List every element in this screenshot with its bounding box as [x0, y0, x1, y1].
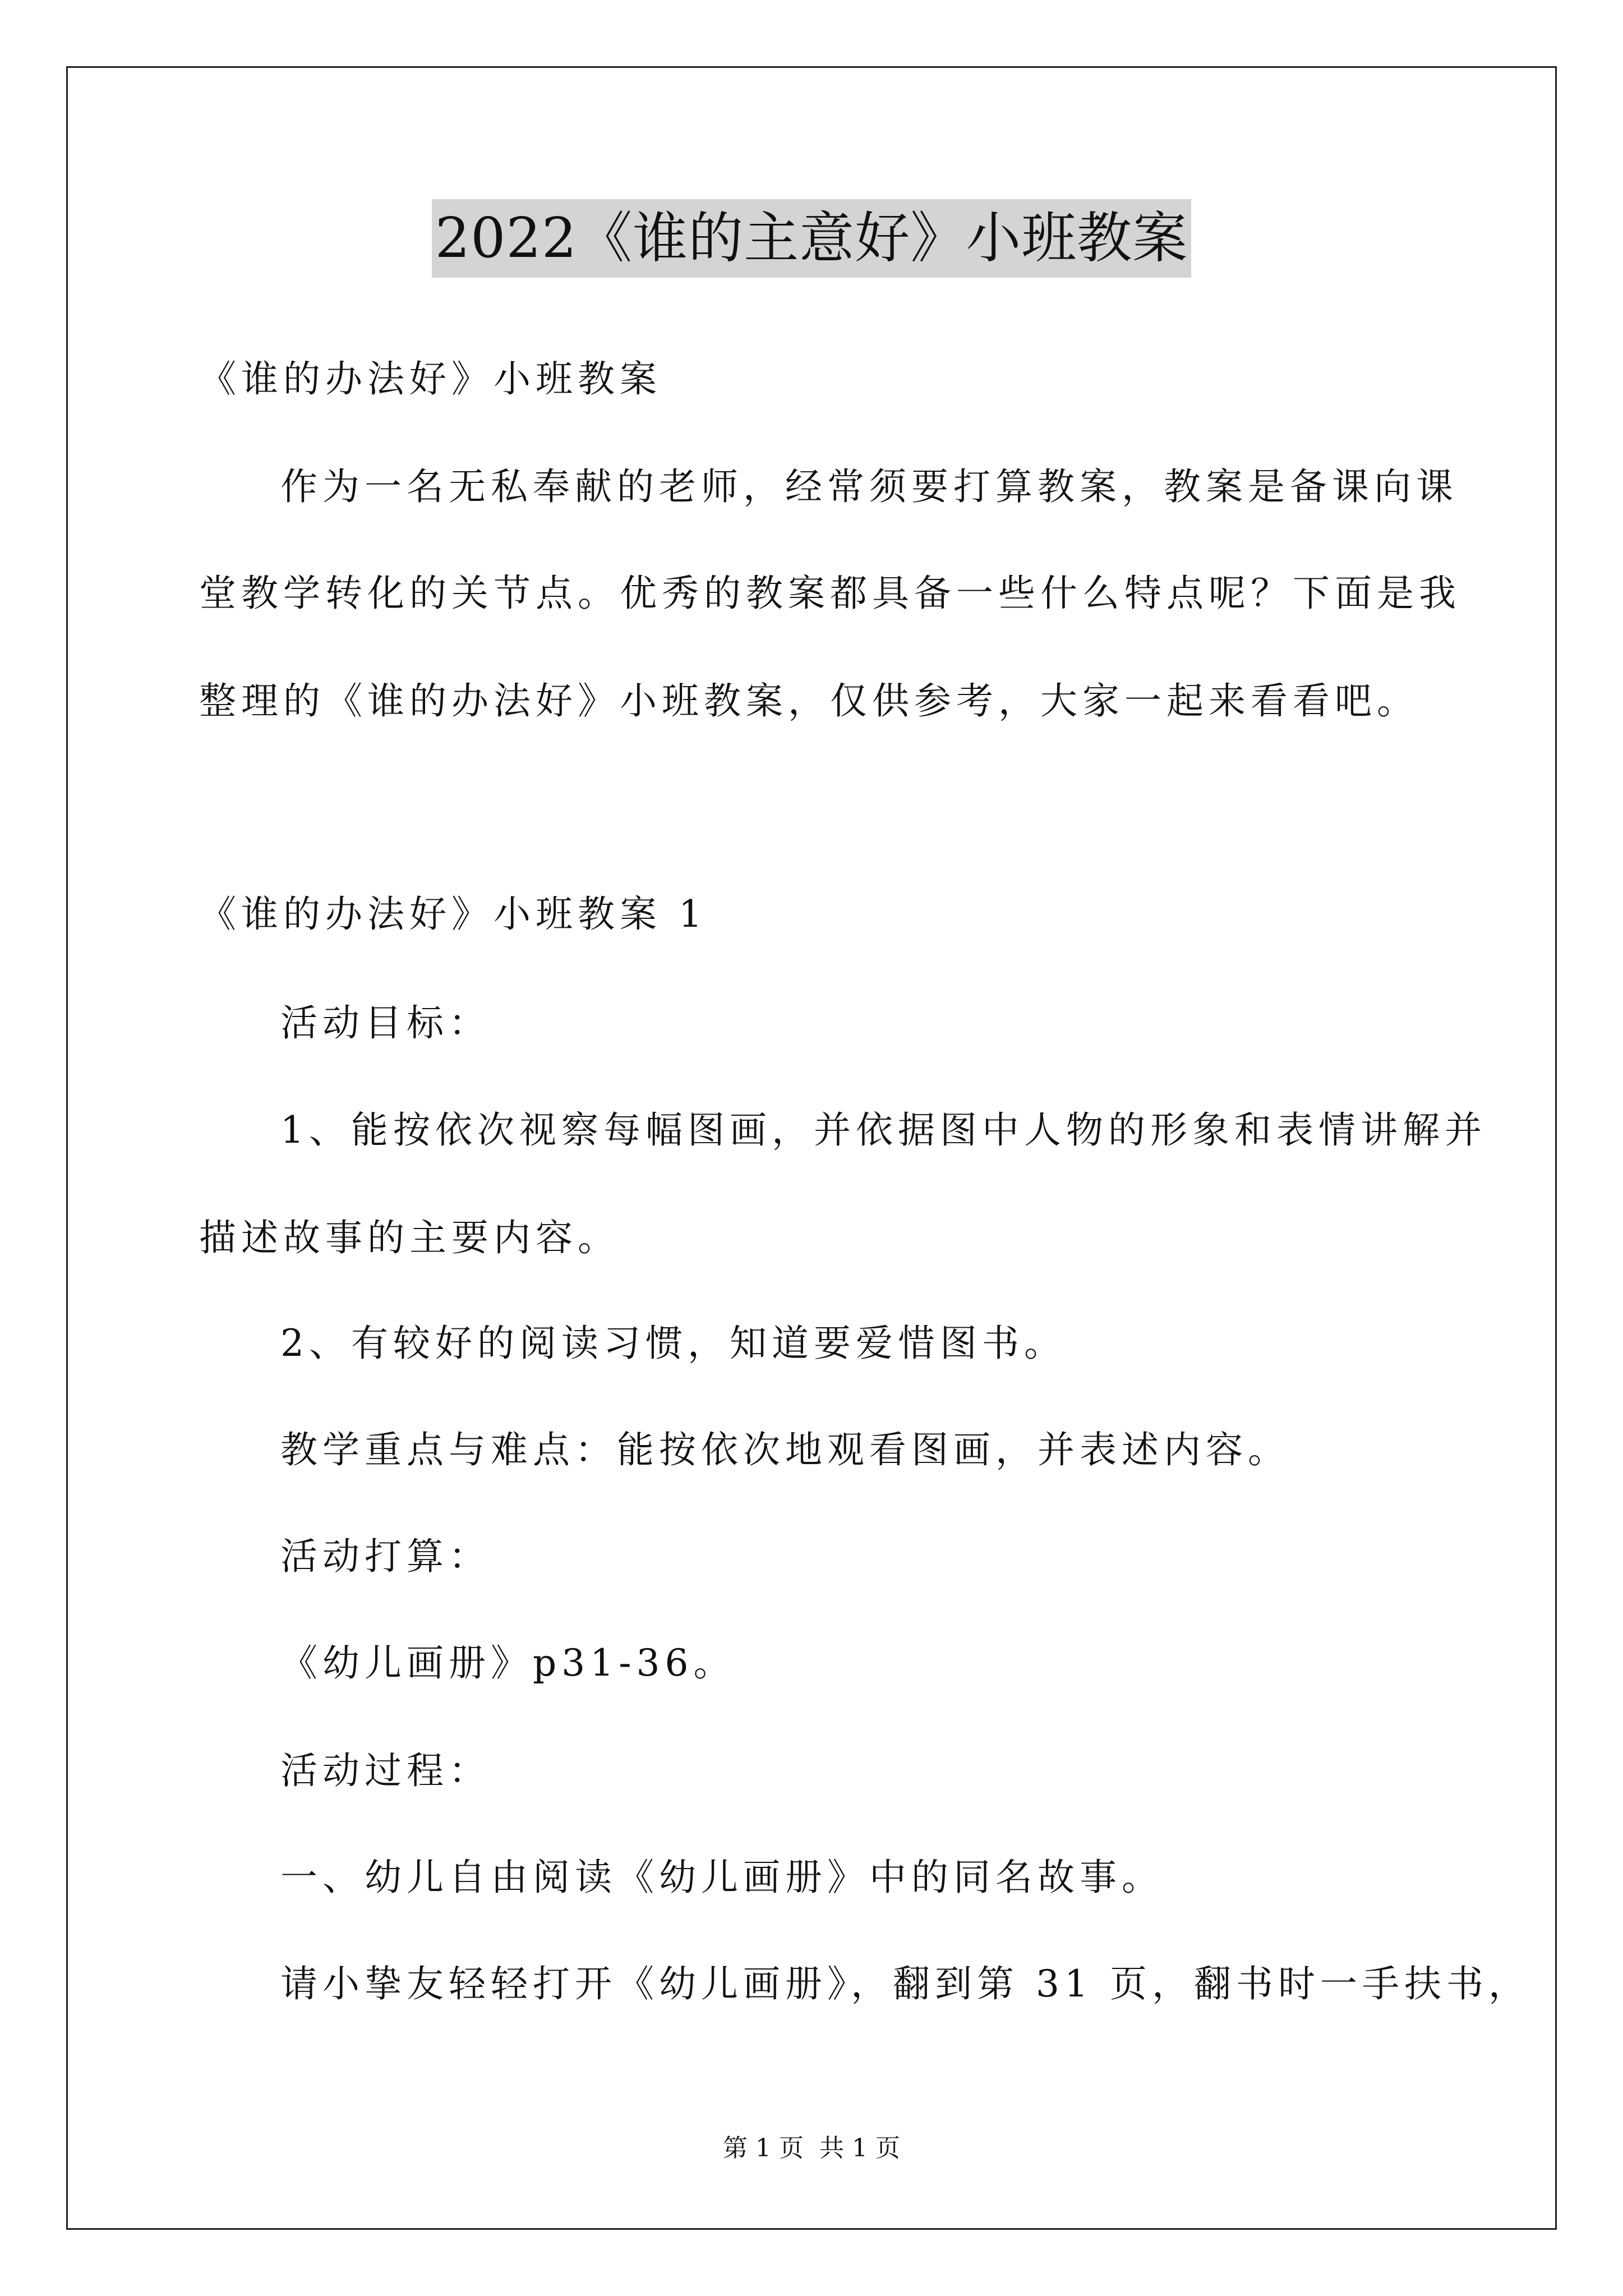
preparation-heading: 活动打算： [280, 1535, 491, 1578]
key-points-line: 教学重点与难点：能按依次地观看图画，并表述内容。 [280, 1428, 1290, 1471]
preparation-line: 《幼儿画册》p31-36。 [280, 1641, 736, 1685]
process-step-1-detail: 请小挚友轻轻打开《幼儿画册》，翻到第 31 页，翻书时一手扶书， [280, 1962, 1530, 2005]
page-number: 第 1 页 [723, 2134, 804, 2162]
subtitle-line: 《谁的办法好》小班教案 [199, 357, 662, 401]
document-title: 2022《谁的主意好》小班教案 [432, 199, 1191, 278]
process-step-1: 一、幼儿自由阅读《幼儿画册》中的同名故事。 [280, 1856, 1164, 1899]
page-footer [0, 2132, 1623, 2165]
intro-line-2: 堂教学转化的关节点。优秀的教案都具备一些什么特点呢？下面是我 [199, 572, 1461, 615]
section-heading-1: 《谁的办法好》小班教案 1 [199, 892, 707, 936]
intro-line-3: 整理的《谁的办法好》小班教案，仅供参考，大家一起来看看吧。 [199, 679, 1419, 723]
title-container [0, 199, 1623, 278]
goal-1-line-2: 描述故事的主要内容。 [199, 1216, 620, 1259]
intro-line-1: 作为一名无私奉献的老师，经常须要打算教案，教案是备课向课 [280, 465, 1458, 508]
process-heading: 活动过程： [280, 1749, 491, 1792]
goal-2-line: 2、有较好的阅读习惯，知道要爱惜图书。 [280, 1322, 1066, 1365]
page-total: 共 1 页 [819, 2134, 900, 2162]
activity-goals-heading: 活动目标： [280, 1001, 491, 1045]
goal-1-line-1: 1、能按依次视察每幅图画，并依据图中人物的形象和表情讲解并 [280, 1108, 1487, 1152]
